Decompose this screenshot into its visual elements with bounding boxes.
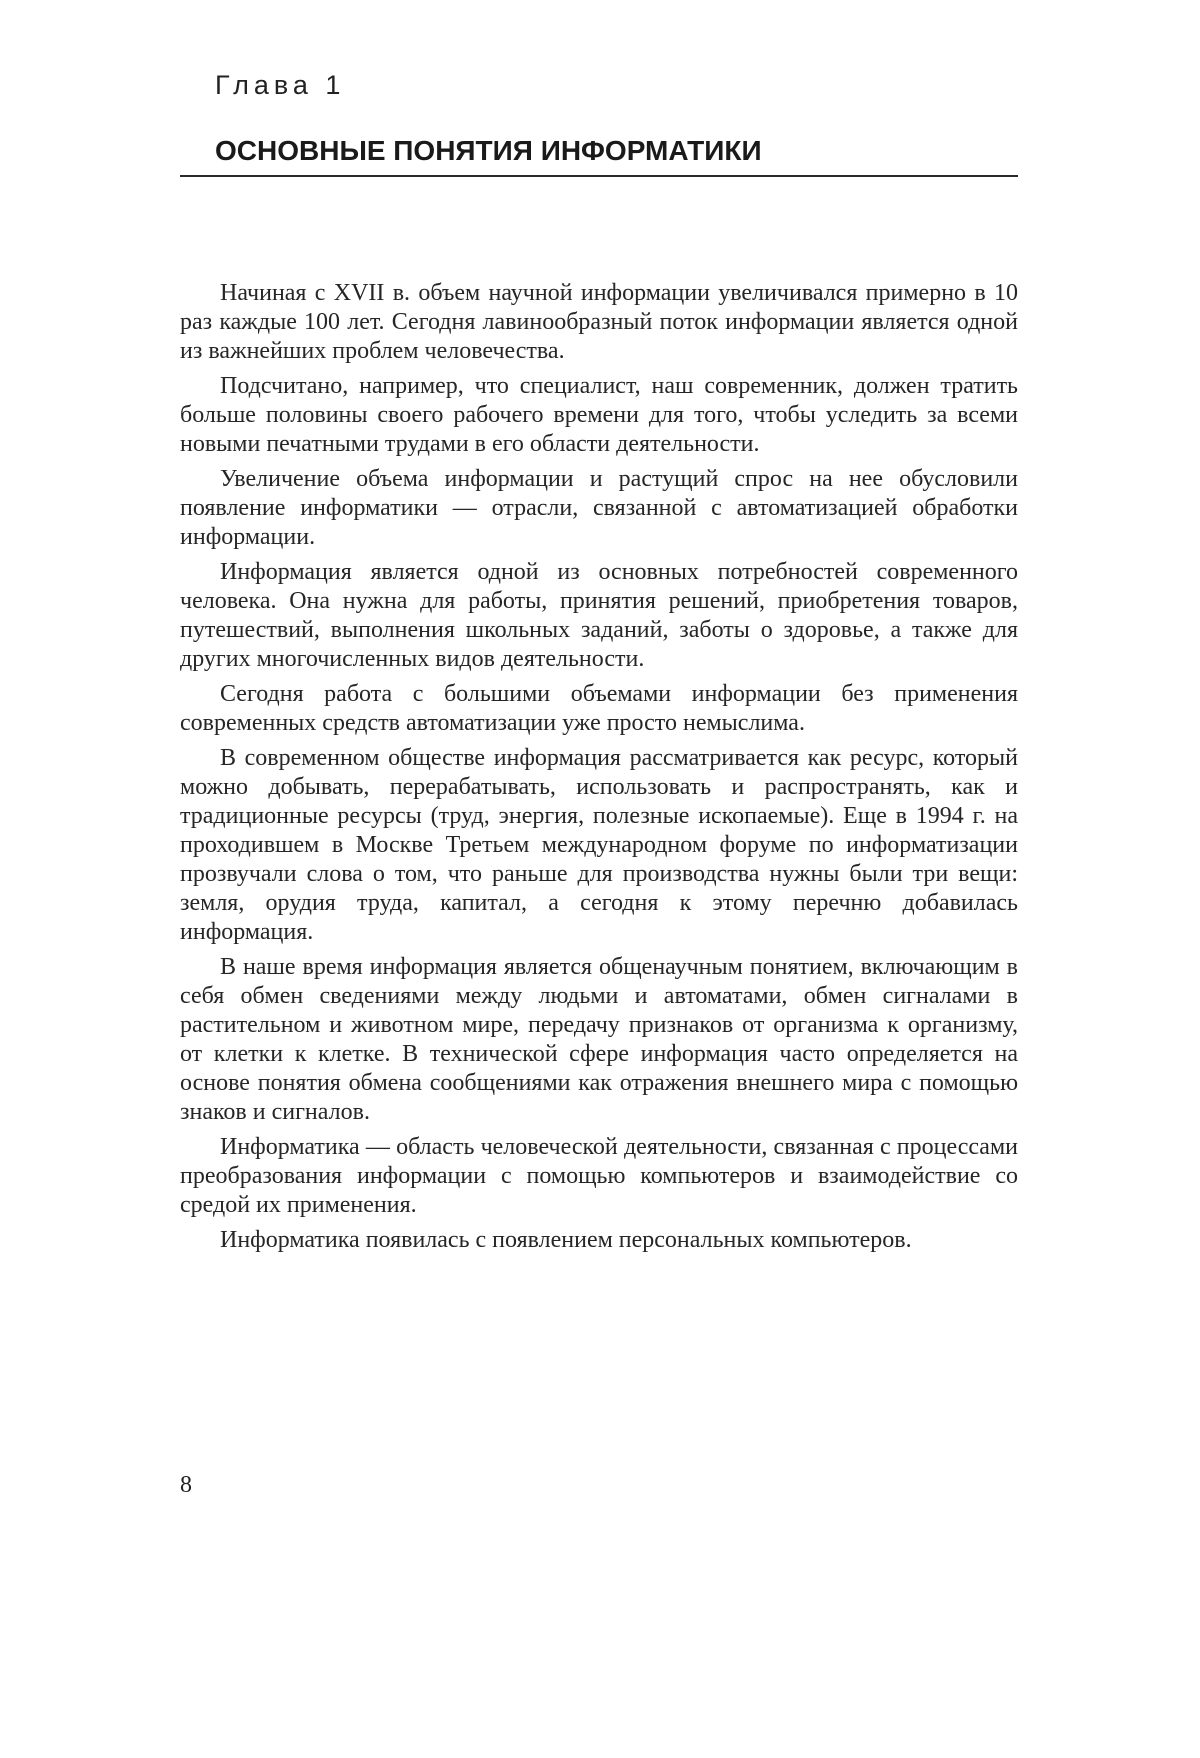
paragraph: Информатика появилась с появлением персональных компьютеров.	[220, 1227, 912, 1253]
page-number: 8	[180, 1472, 192, 1498]
paragraph: Увеличение объема информации и растущий спрос на нее обусловили появление информатики — отрасли, связанной с автоматизацией обработки информации.	[180, 466, 1018, 550]
paragraph: Информация является одной из основных потребностей современного человека. Она нужна для работы, принятия решений, приобретения товаров, путешествий, выполнения школьных заданий, заботы о здоровье, а также для других многочисленных видов деятельности.	[180, 559, 1018, 672]
paragraph: Подсчитано, например, что специалист, наш современник, должен тратить больше половины своего рабочего времени для того, чтобы уследить за всеми новыми печатными трудами в его области деятельности.	[180, 373, 1018, 457]
chapter-title: ОСНОВНЫЕ ПОНЯТИЯ ИНФОРМАТИКИ	[215, 135, 762, 166]
title-rule	[180, 175, 1018, 177]
paragraph: В наше время информация является общенаучным понятием, включающим в себя обмен сведениями между людьми и автоматами, обмен сигналами в растительном и животном мире, передачу признаков от организма к организму, от клетки к клетке. В технической сфере информация часто определяется на основе понятия обмена сообщениями как отражения внешнего мира с помощью знаков и сигналов.	[180, 954, 1018, 1125]
paragraph: В современном обществе информация рассматривается как ресурс, который можно добывать, перерабатывать, использовать и распространять, как и традиционные ресурсы (труд, энергия, полезные ископаемые). Еще в 1994 г. на проходившем в Москве Третьем международном форуме по информатизации прозвучали слова о том, что раньше для производства нужны были три вещи: земля, орудия труда, капитал, а сегодня к этому перечню добавилась информация.	[180, 745, 1018, 945]
page-content	[180, 60, 1018, 1261]
body-text	[180, 279, 1018, 1255]
paragraph: Сегодня работа с большими объемами информации без применения современных средств автоматизации уже просто немыслима.	[180, 681, 1018, 736]
chapter-label: Глава 1	[215, 70, 346, 100]
paragraph: Информатика — область человеческой деятельности, связанная с процессами преобразования информации с помощью компьютеров и взаимодействие со средой их применения.	[180, 1134, 1018, 1218]
paragraph: Начиная с XVII в. объем научной информации увеличивался примерно в 10 раз каждые 100 лет. Сегодня лавинообразный поток информации является одной из важнейших проблем человечества.	[180, 280, 1018, 364]
